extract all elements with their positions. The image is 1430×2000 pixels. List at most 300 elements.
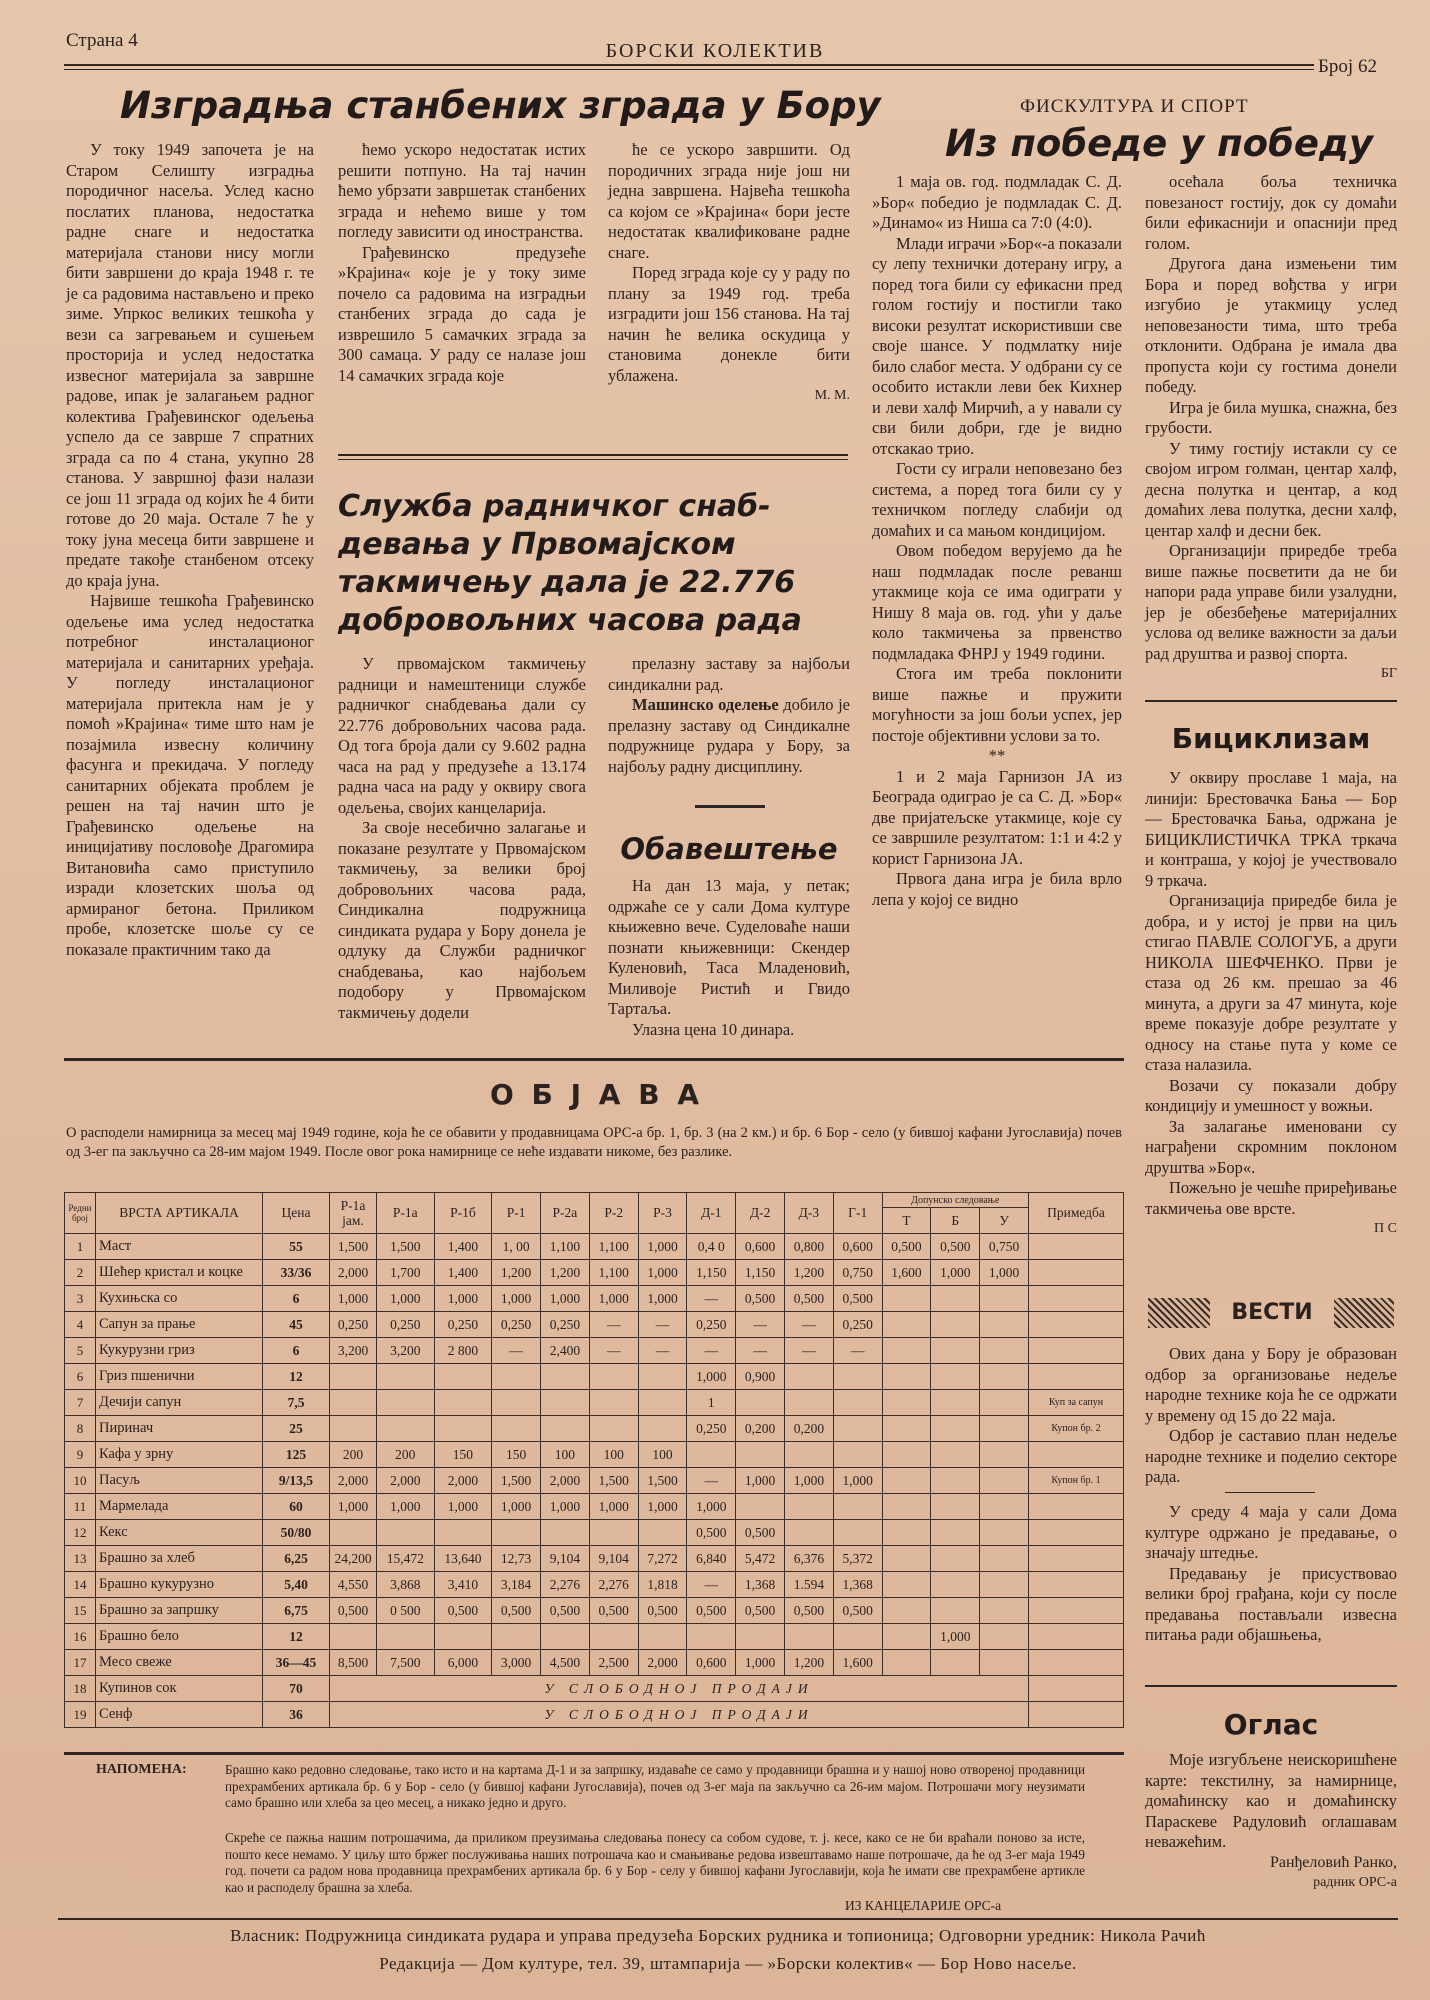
- value-cell: [492, 1624, 541, 1650]
- row-number: 8: [65, 1416, 96, 1442]
- row-number: 16: [65, 1624, 96, 1650]
- value-cell: 2,000: [330, 1260, 377, 1286]
- note-cell: [1029, 1572, 1124, 1598]
- value-cell: [687, 1624, 736, 1650]
- masthead-rule-thin: [64, 69, 1314, 70]
- supply-col1-p2: За своје несебично залагање и показане резултате у Првомајском такмичењу, за велики број добровољних часова рада, Синдикална подружница синдиката рудара у Бору донела је одлуку да Служби радничког снабдевања, као најбољем подобору у Првомајском такмичењу додели: [338, 818, 586, 1022]
- value-cell: [638, 1390, 687, 1416]
- value-cell: [638, 1416, 687, 1442]
- ad-text: Моје изгубљене неискоришћене карте: текстилну, за намирнице, домаћинску као и домаћинску Параскеве Радуловић оглашавам неважећим.: [1145, 1750, 1397, 1851]
- row-number: 5: [65, 1338, 96, 1364]
- sport-col2-p4: У тиму гостију истакли су се својом игром голман, центар халф, десна полутка и центар, а код домаћих лева полутка, десни халф, центар халф и десни бек.: [1145, 438, 1397, 540]
- value-cell: 1,000: [541, 1286, 590, 1312]
- table-row: [65, 1364, 1124, 1390]
- value-cell: 4,550: [330, 1572, 377, 1598]
- value-cell: 2,000: [638, 1650, 687, 1676]
- value-cell: 0,500: [736, 1286, 785, 1312]
- col-header-r1: Р-1: [492, 1193, 541, 1234]
- cycling-body: [1145, 768, 1397, 1240]
- value-cell: 0,500: [638, 1598, 687, 1624]
- col-header-r1b: Р-1б: [434, 1193, 492, 1234]
- item-name: Дечији сапун: [96, 1390, 263, 1416]
- value-cell: 0,200: [736, 1416, 785, 1442]
- value-cell: 1,818: [638, 1572, 687, 1598]
- sport-col-1: [872, 172, 1122, 910]
- table-row: [65, 1416, 1124, 1442]
- news-p4: Предавању је присуствовао велики број грађана, који су после предавања постављали извесна питања ради објашњења,: [1145, 1563, 1397, 1644]
- value-cell: 0,500: [736, 1598, 785, 1624]
- objava-bottom-rule: [64, 1752, 1124, 1755]
- value-cell: 1,000: [541, 1494, 590, 1520]
- table-row: [65, 1442, 1124, 1468]
- value-cell: 0,500: [434, 1598, 492, 1624]
- row-number: 12: [65, 1520, 96, 1546]
- value-cell: 0,500: [541, 1598, 590, 1624]
- col-header-d3: Д-3: [785, 1193, 834, 1234]
- cycling-p3: Возачи су показали добру кондицију и умешност у вожњи.: [1145, 1075, 1397, 1115]
- value-cell: 1,500: [492, 1468, 541, 1494]
- housing-col3-p2: Поред зграда које су у раду по плану за 1949 год. треба изградити још 156 станова. На тај начин ће велика оскудица у становима донекле бити ублажена.: [608, 263, 850, 385]
- value-cell: [377, 1624, 435, 1650]
- value-cell: [980, 1650, 1029, 1676]
- value-cell: 0,500: [589, 1598, 638, 1624]
- item-price: 7,5: [263, 1390, 330, 1416]
- value-cell: —: [785, 1338, 834, 1364]
- value-cell: 1,000: [589, 1494, 638, 1520]
- value-cell: [980, 1416, 1029, 1442]
- value-cell: [980, 1442, 1029, 1468]
- value-cell: 1: [687, 1390, 736, 1416]
- value-cell: 0,250: [377, 1312, 435, 1338]
- value-cell: 1,000: [330, 1286, 377, 1312]
- value-cell: 200: [377, 1442, 435, 1468]
- note-cell: [1029, 1234, 1124, 1260]
- value-cell: [882, 1520, 931, 1546]
- value-cell: —: [638, 1312, 687, 1338]
- news-body-2: [1145, 1502, 1397, 1646]
- table-row: [65, 1650, 1124, 1676]
- row-number: 4: [65, 1312, 96, 1338]
- news-p1: Ових дана у Бору је образован одбор за организовање недеље народне технике која ће се одржати у времену од 15 до 22 маја.: [1145, 1344, 1397, 1425]
- housing-col-3: [608, 140, 850, 407]
- value-cell: 1,500: [589, 1468, 638, 1494]
- note-cell: [1029, 1546, 1124, 1572]
- value-cell: 0,500: [492, 1598, 541, 1624]
- item-name: Брашно за запршку: [96, 1598, 263, 1624]
- value-cell: [541, 1390, 590, 1416]
- value-cell: 1,000: [377, 1494, 435, 1520]
- value-cell: [492, 1364, 541, 1390]
- value-cell: [785, 1624, 834, 1650]
- value-cell: 5,372: [833, 1546, 882, 1572]
- value-cell: 2,000: [541, 1468, 590, 1494]
- value-cell: 2,276: [541, 1572, 590, 1598]
- value-cell: [736, 1390, 785, 1416]
- housing-title: Изградња станбених зграда у Бору: [120, 84, 881, 127]
- value-cell: 100: [541, 1442, 590, 1468]
- note-cell: Купон бр. 2: [1029, 1416, 1124, 1442]
- item-price: 55: [263, 1234, 330, 1260]
- value-cell: 1,000: [785, 1468, 834, 1494]
- masthead-rule: [64, 64, 1314, 66]
- page-number: Страна 4: [66, 30, 138, 51]
- sport-col-2: [1145, 172, 1397, 685]
- value-cell: [377, 1390, 435, 1416]
- value-cell: 7,500: [377, 1650, 435, 1676]
- value-cell: 0,500: [785, 1286, 834, 1312]
- value-cell: 1,600: [882, 1260, 931, 1286]
- value-cell: —: [833, 1338, 882, 1364]
- value-cell: [330, 1624, 377, 1650]
- objava-title: О Б Ј А В А: [490, 1078, 703, 1111]
- value-cell: 3,868: [377, 1572, 435, 1598]
- value-cell: 1,200: [541, 1260, 590, 1286]
- item-price: 45: [263, 1312, 330, 1338]
- value-cell: [638, 1520, 687, 1546]
- value-cell: 100: [589, 1442, 638, 1468]
- value-cell: 7,272: [638, 1546, 687, 1572]
- value-cell: [882, 1650, 931, 1676]
- value-cell: [882, 1546, 931, 1572]
- item-price: 36: [263, 1702, 330, 1728]
- value-cell: [377, 1520, 435, 1546]
- value-cell: [638, 1364, 687, 1390]
- footer-owner: Власник: Подружница синдиката рудара и управа предузећа Борских рудника и топионица; Одговорни уредник: Никола Рачић: [230, 1926, 1206, 1945]
- col-header-u: У: [980, 1208, 1029, 1234]
- item-price: 6,25: [263, 1546, 330, 1572]
- value-cell: [931, 1286, 980, 1312]
- notice-title: Обавештење: [620, 832, 838, 866]
- table-row: [65, 1468, 1124, 1494]
- note-cell: Купон бр. 1: [1029, 1468, 1124, 1494]
- value-cell: [785, 1494, 834, 1520]
- value-cell: 1,100: [541, 1234, 590, 1260]
- value-cell: 1,000: [589, 1286, 638, 1312]
- value-cell: [882, 1598, 931, 1624]
- value-cell: [882, 1286, 931, 1312]
- supply-col2-text: прелазну заставу за најбољи синдикални рад.: [608, 654, 850, 694]
- value-cell: —: [785, 1312, 834, 1338]
- value-cell: [785, 1442, 834, 1468]
- supply-col2-rest: добило је прелазну заставу од Синдикалне подружнице рударa у Бору, за најбољу радну дисциплину.: [608, 695, 850, 776]
- value-cell: 3,184: [492, 1572, 541, 1598]
- value-cell: —: [736, 1312, 785, 1338]
- value-cell: 0,200: [785, 1416, 834, 1442]
- table-row: [65, 1312, 1124, 1338]
- item-name: Купинов сок: [96, 1676, 263, 1702]
- supply-col1-p1: У првомајском такмичењу радници и намештеници службе радничког снабдевања дали су 22.776 добровољних часова рада. Од тога броја дали су 9.602 радна часа на рад у предузеће а 13.174 радна часа на раду у оквиру свога одељења, својих канцеларија.: [338, 654, 586, 817]
- note-cell: [1029, 1260, 1124, 1286]
- value-cell: 150: [492, 1442, 541, 1468]
- row-number: 9: [65, 1442, 96, 1468]
- ad-name: Ранђеловић Ранко,: [1269, 1853, 1397, 1871]
- value-cell: [980, 1390, 1029, 1416]
- item-name: Маст: [96, 1234, 263, 1260]
- objava-top-rule: [64, 1058, 1124, 1061]
- news-body: [1145, 1344, 1397, 1488]
- item-name: Пасуљ: [96, 1468, 263, 1494]
- housing-col2-p2: Грађевинско предузеће »Крајина« које је у току зиме почело са радовима на изградњи станбених зграда до сада је изврешило 5 самачких зграда за 300 самаца. У раду се налазе још 14 самачких зграда које: [338, 242, 586, 385]
- note-cell: [1029, 1676, 1124, 1702]
- item-price: 6,75: [263, 1598, 330, 1624]
- item-price: 50/80: [263, 1520, 330, 1546]
- free-sale-cell: У СЛОБОДНОЈ ПРОДАЈИ: [330, 1702, 1029, 1728]
- supply-title-line-2: девања у Првомајском: [338, 527, 736, 562]
- supply-title-line-4: добровољних часова рада: [338, 603, 802, 638]
- note-label: НАПОМЕНА:: [96, 1762, 187, 1777]
- value-cell: 9,104: [589, 1546, 638, 1572]
- value-cell: 0,500: [785, 1598, 834, 1624]
- value-cell: —: [687, 1572, 736, 1598]
- value-cell: [736, 1442, 785, 1468]
- value-cell: —: [492, 1338, 541, 1364]
- value-cell: 0,500: [736, 1520, 785, 1546]
- value-cell: [882, 1338, 931, 1364]
- value-cell: —: [687, 1286, 736, 1312]
- value-cell: 0,900: [736, 1364, 785, 1390]
- value-cell: —: [687, 1338, 736, 1364]
- value-cell: 0,500: [931, 1234, 980, 1260]
- value-cell: 1,400: [434, 1234, 492, 1260]
- value-cell: 0,500: [833, 1286, 882, 1312]
- sport-col1b-p2: Првога дана игра је била врло лепа у којој се видно: [872, 869, 1122, 909]
- value-cell: [980, 1572, 1029, 1598]
- row-number: 1: [65, 1234, 96, 1260]
- col-header-rb: Редни број: [65, 1193, 96, 1234]
- value-cell: 1,500: [377, 1234, 435, 1260]
- value-cell: [833, 1520, 882, 1546]
- cycling-p4: За залагање именовани су награђени скромним поклоном друштва »Бор«.: [1145, 1116, 1397, 1177]
- value-cell: 0 500: [377, 1598, 435, 1624]
- value-cell: [882, 1312, 931, 1338]
- col-header-price: Цена: [263, 1193, 330, 1234]
- item-name: Пиринач: [96, 1416, 263, 1442]
- value-cell: 0,800: [785, 1234, 834, 1260]
- value-cell: [330, 1364, 377, 1390]
- value-cell: [492, 1416, 541, 1442]
- value-cell: 0,250: [833, 1312, 882, 1338]
- item-price: 6: [263, 1338, 330, 1364]
- row-number: 10: [65, 1468, 96, 1494]
- value-cell: [882, 1390, 931, 1416]
- value-cell: 1,600: [833, 1650, 882, 1676]
- value-cell: 1,000: [736, 1468, 785, 1494]
- value-cell: 0,250: [434, 1312, 492, 1338]
- value-cell: [882, 1364, 931, 1390]
- sport-col1b-p1: 1 и 2 маја Гарнизон ЈА из Београда одиграо је са С. Д. »Бор« две пријатељске утакмице, које су се завршиле резултатом: 1:1 и 4:2 у корист Гарнизона ЈА.: [872, 766, 1122, 868]
- notice-price: Улазна цена 10 динара.: [632, 1019, 795, 1039]
- supply-title-line-1: Служба радничког снаб-: [338, 489, 771, 524]
- value-cell: [833, 1364, 882, 1390]
- cycling-p5: Пожељно је чешће приређивање такмичења ове врсте.: [1145, 1178, 1397, 1218]
- note-cell: [1029, 1312, 1124, 1338]
- value-cell: [882, 1572, 931, 1598]
- ad-role: радник ОРС-а: [1313, 1875, 1397, 1890]
- value-cell: 8,500: [330, 1650, 377, 1676]
- value-cell: [882, 1416, 931, 1442]
- objava-intro: О расподели намирница за месец мај 1949 године, која ће се обавити у продавницама ОРС-а бр. 1, бр. 3 (на 2 км.) и бр. 6 Бор - село (у бившој кафани Југославија) почев од 3-ег па закључно са 28-им мајом 1949. После овог рока намирнице се неће издавати никоме, без разлике.: [66, 1125, 1122, 1160]
- value-cell: [687, 1442, 736, 1468]
- row-number: 19: [65, 1702, 96, 1728]
- value-cell: 1,150: [736, 1260, 785, 1286]
- value-cell: [882, 1494, 931, 1520]
- sport-col1-p4: Овом победом верујемо да ће наш подмладак после реванш утакмице која се има одиграти у Нишу 8 маја ов. год. ући у даље коло такмичења за првенство подмладака ФНРЈ у 1949 години.: [872, 541, 1122, 663]
- value-cell: 6,000: [434, 1650, 492, 1676]
- value-cell: 0,750: [980, 1234, 1029, 1260]
- value-cell: 2 800: [434, 1338, 492, 1364]
- col-header-r1a-jam: Р-1а јам.: [330, 1193, 377, 1234]
- value-cell: [833, 1494, 882, 1520]
- paper-name: БОРСКИ КОЛЕКТИВ: [605, 40, 825, 62]
- note-cell: [1029, 1624, 1124, 1650]
- value-cell: [980, 1520, 1029, 1546]
- value-cell: 2,000: [377, 1468, 435, 1494]
- value-cell: 1,000: [833, 1468, 882, 1494]
- col-header-r2a: Р-2а: [541, 1193, 590, 1234]
- value-cell: 1.594: [785, 1572, 834, 1598]
- sport-col1-p5: Стога им треба поклонити више пажње и пружити могућности за још бољи успех, јер постоје објективни услови за то.: [872, 664, 1122, 745]
- value-cell: [931, 1468, 980, 1494]
- value-cell: [980, 1286, 1029, 1312]
- value-cell: [330, 1390, 377, 1416]
- ad-rule: [1145, 1685, 1397, 1687]
- value-cell: 1, 00: [492, 1234, 541, 1260]
- cycling-p2: Организација приредбе била је добра, и у истој је први на циљ стигао ПАВЛЕ СОЛОГУБ, а други НИКОЛА ШЕФЧЕНКО. Први је стаза од 26 км. прешао за 46 минута, а други за 47 минута, које време показује добре резултате у односу на стање пута у коме се стаза налазила.: [1145, 891, 1397, 1074]
- col-header-t: Т: [882, 1208, 931, 1234]
- value-cell: 1,500: [638, 1468, 687, 1494]
- row-number: 7: [65, 1390, 96, 1416]
- cycling-p1: У оквиру прославе 1 маја, на линији: Брестовачка Бања — Бор — Брестовачка Бања, одржана је БИЦИКЛИСТИЧКА ТРКА тркача и контраша, у којој је учествовало 9 тркача.: [1145, 768, 1397, 890]
- note-cell: [1029, 1494, 1124, 1520]
- value-cell: 3,000: [492, 1650, 541, 1676]
- value-cell: 0,250: [687, 1312, 736, 1338]
- value-cell: [980, 1546, 1029, 1572]
- footer-address: Редакција — Дом културе, тел. 39, штампарија — »Борски колектив« — Бор Ново насеље.: [379, 1954, 1077, 1973]
- value-cell: —: [638, 1338, 687, 1364]
- note-text: Брашно како редовно следовање, тако исто и на картама Д-1 и за запршку, издаваће се само у продавници брашна и у нашој ново отвореној продавници прехрамбених артикала бр. 6 у Бор - село (у бившој кафани Југославија), почев од 3-ег маја па закључно са 26-им мајом. Потрошачи могу неузимати само брашно или хлеба за цео месец, а никако једно и друго.: [225, 1762, 1085, 1810]
- row-number: 14: [65, 1572, 96, 1598]
- value-cell: 24,200: [330, 1546, 377, 1572]
- value-cell: [931, 1650, 980, 1676]
- value-cell: 1,400: [434, 1260, 492, 1286]
- item-name: Брашно кукурузно: [96, 1572, 263, 1598]
- row-number: 11: [65, 1494, 96, 1520]
- item-name: Месо свеже: [96, 1650, 263, 1676]
- news-p3: У среду 4 маја у сали Дома културе одржано је предавање, о значају штедње.: [1145, 1502, 1397, 1562]
- value-cell: —: [589, 1312, 638, 1338]
- note-cell: [1029, 1442, 1124, 1468]
- value-cell: 1,100: [589, 1260, 638, 1286]
- value-cell: [377, 1364, 435, 1390]
- value-cell: 0,500: [330, 1598, 377, 1624]
- value-cell: —: [589, 1338, 638, 1364]
- value-cell: 150: [434, 1442, 492, 1468]
- value-cell: [980, 1338, 1029, 1364]
- value-cell: 1,000: [638, 1286, 687, 1312]
- value-cell: [833, 1624, 882, 1650]
- row-number: 3: [65, 1286, 96, 1312]
- sport-col2-p5: Организацији приредбе треба више пажње посветити да не би напори рада управе били узалудни, јер је обезбеђење материјалних услова од велике важности за даљи рад друштва и развој спорта.: [1145, 541, 1397, 663]
- value-cell: [589, 1624, 638, 1650]
- supply-col2-bold: Машинско оделење: [632, 695, 779, 714]
- value-cell: 1,000: [492, 1494, 541, 1520]
- value-cell: 0,250: [330, 1312, 377, 1338]
- value-cell: 2,276: [589, 1572, 638, 1598]
- value-cell: [736, 1624, 785, 1650]
- value-cell: 1,368: [833, 1572, 882, 1598]
- table-row: [65, 1520, 1124, 1546]
- value-cell: [980, 1364, 1029, 1390]
- value-cell: [785, 1390, 834, 1416]
- item-price: 33/36: [263, 1260, 330, 1286]
- table-row: [65, 1260, 1124, 1286]
- value-cell: [931, 1312, 980, 1338]
- note-cell: [1029, 1286, 1124, 1312]
- value-cell: 2,000: [330, 1468, 377, 1494]
- value-cell: 200: [330, 1442, 377, 1468]
- value-cell: [589, 1364, 638, 1390]
- value-cell: [785, 1520, 834, 1546]
- free-sale-cell: У СЛОБОДНОЈ ПРОДАЈИ: [330, 1676, 1029, 1702]
- value-cell: [492, 1520, 541, 1546]
- value-cell: 2,500: [589, 1650, 638, 1676]
- col-header-extra: Допунско следовање: [882, 1193, 1028, 1208]
- notice-body: [608, 876, 850, 1040]
- value-cell: 1,000: [434, 1494, 492, 1520]
- value-cell: 0,500: [833, 1598, 882, 1624]
- value-cell: [434, 1364, 492, 1390]
- item-name: Гриз пшенични: [96, 1364, 263, 1390]
- value-cell: [434, 1624, 492, 1650]
- notice-text: На дан 13 маја, у петак; одржаће се у сали Дома културе књижевно вече. Суделоваће наши познати књижевници: Скендер Куленовић, Тасa Младеновић, Миливоје Ристић и Гвидо Тартаља.: [608, 876, 850, 1018]
- sport-col1-p2: Млади играчи »Бор«-а показали су лепу технички дотерану игру, а поред тога били су ефикасни пред голом гостију и постигли тако високи резултат искористивши све своје шансе. У подмлатку није било слабог места. У одбрани су се особито истакли леви бек Кихнер и леви халф Мирчић, а у навали су сви били добри, где је видно отскакао трио.: [872, 233, 1122, 458]
- value-cell: 0,500: [687, 1598, 736, 1624]
- housing-col2-p1: ћемо ускоро недостатак истих решити потпуно. На тај начин ћемо убрзати завршетак станбених зграда и нећемо више у том погледу зависити од иностранства.: [338, 140, 586, 241]
- table-row: [65, 1572, 1124, 1598]
- value-cell: 1,700: [377, 1260, 435, 1286]
- value-cell: [980, 1494, 1029, 1520]
- value-cell: 0,250: [541, 1312, 590, 1338]
- value-cell: 5,472: [736, 1546, 785, 1572]
- row-number: 15: [65, 1598, 96, 1624]
- value-cell: [931, 1546, 980, 1572]
- supply-col-1: [338, 654, 586, 1023]
- note-cell: [1029, 1520, 1124, 1546]
- value-cell: [931, 1416, 980, 1442]
- cycling-title: Бициклизам: [1171, 722, 1371, 755]
- sport-col2-p2: Другога дана измењени тим Бора и поред вођства у игри изгубио је утакмицу услед неповезаности тима, што треба отклонити. Одбрана је имала два пропуста који су гостима донели победу.: [1145, 254, 1397, 396]
- table-row: [65, 1624, 1124, 1650]
- row-number: 18: [65, 1676, 96, 1702]
- sport-stars: **: [988, 746, 1006, 765]
- value-cell: [931, 1520, 980, 1546]
- value-cell: 4,500: [541, 1650, 590, 1676]
- table-row: [65, 1338, 1124, 1364]
- value-cell: 0,250: [687, 1416, 736, 1442]
- col-header-r3: Р-3: [638, 1193, 687, 1234]
- note-cell: [1029, 1338, 1124, 1364]
- housing-col-1: [66, 140, 314, 960]
- value-cell: 2,000: [434, 1468, 492, 1494]
- value-cell: [736, 1494, 785, 1520]
- value-cell: 1,000: [980, 1260, 1029, 1286]
- item-name: Кукурузни гриз: [96, 1338, 263, 1364]
- value-cell: 1,000: [931, 1260, 980, 1286]
- value-cell: 0,750: [833, 1260, 882, 1286]
- sport-col2-p3: Игра је била мушка, снажна, без грубости.: [1145, 397, 1397, 437]
- news-divider: [1225, 1492, 1315, 1493]
- col-header-r1a: Р-1а: [377, 1193, 435, 1234]
